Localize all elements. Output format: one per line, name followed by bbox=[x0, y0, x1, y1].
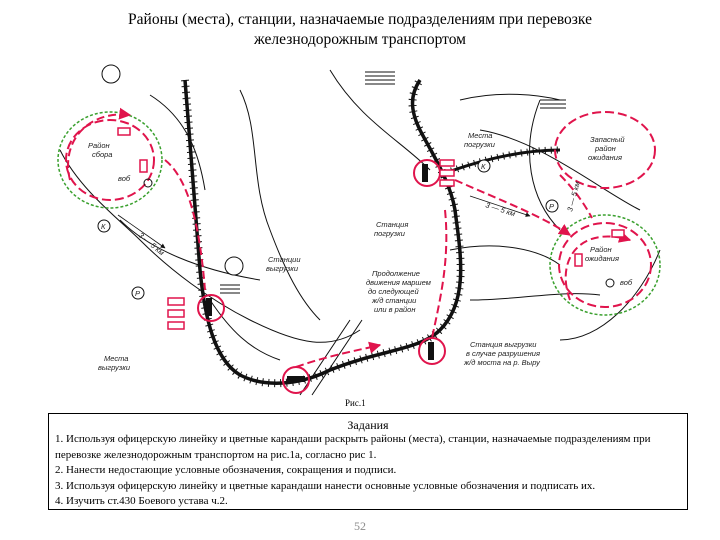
page-title-line-2: железнодорожным транспортом bbox=[254, 31, 466, 48]
command-post-symbols bbox=[102, 65, 243, 275]
task-item-3: 3. Используя офицерскую линейку и цветные карандаши нанести основные условные обозначения и подписать их. bbox=[55, 479, 596, 492]
task-item-1: 1. Используя офицерскую линейку и цветные карандаши раскрыть районы (места), станции, назначаемые подразделениям при перевозке железнодорожным транспортом на рис.1а, согласно рис 1. bbox=[55, 433, 651, 461]
bottom-stations bbox=[283, 338, 445, 393]
marker-r-right bbox=[546, 200, 558, 212]
unloading-places-label: Места выгрузки bbox=[98, 354, 131, 372]
page-number: 52 bbox=[354, 519, 366, 533]
page-title bbox=[0, 10, 720, 50]
svg-text:К: К bbox=[481, 162, 486, 171]
distance-label-right: 3 — 5 км bbox=[565, 180, 582, 213]
loading-station-label: Станция погрузки bbox=[374, 220, 409, 238]
unloading-station-label: Станции выгрузки bbox=[266, 255, 301, 273]
figure-caption: Рис.1 bbox=[345, 398, 366, 408]
svg-text:Р: Р bbox=[549, 202, 555, 211]
loading-places-label: Места погрузки bbox=[464, 131, 495, 149]
waiting-area-label: Район ожидания bbox=[585, 245, 619, 263]
distance-markers bbox=[118, 180, 582, 257]
vob-label-left: воб bbox=[118, 174, 131, 183]
railway-transport-map bbox=[0, 52, 720, 397]
assembly-area bbox=[58, 112, 162, 208]
reserve-waiting-area-label: Запасный район ожидания bbox=[588, 135, 625, 162]
waiting-area bbox=[550, 215, 660, 315]
road-network bbox=[60, 70, 660, 360]
svg-text:К: К bbox=[101, 222, 106, 231]
bridge-destroyed-station-label: Станция выгрузки в случае разрушения ж/д моста на р. Выру bbox=[464, 340, 540, 367]
loading-station bbox=[414, 160, 454, 186]
task-item-4: 4. Изучить ст.430 Боевого устава ч.2. bbox=[55, 495, 228, 507]
vob-label-right: воб bbox=[620, 278, 633, 287]
tasks-box bbox=[48, 413, 688, 510]
marker-k-left bbox=[98, 220, 110, 232]
tasks-heading: Задания bbox=[347, 418, 389, 432]
svg-text:Р: Р bbox=[135, 289, 141, 298]
distance-label-center: 3 — 5 км bbox=[484, 200, 517, 219]
assembly-area-label: Район сбора bbox=[88, 141, 113, 159]
task-item-2: 2. Нанести недостающие условные обозначения, сокращения и подписи. bbox=[55, 464, 397, 476]
marker-r-left bbox=[132, 287, 144, 299]
page-title-line-1: Районы (места), станции, назначаемые подразделениям при перевозке bbox=[128, 11, 592, 28]
marker-k-center bbox=[478, 160, 490, 172]
march-continuation-label: Продолжение движения маршем до следующей ж/д станции или в район bbox=[366, 269, 431, 314]
distance-label-left: 3 — 5 км bbox=[136, 230, 167, 258]
